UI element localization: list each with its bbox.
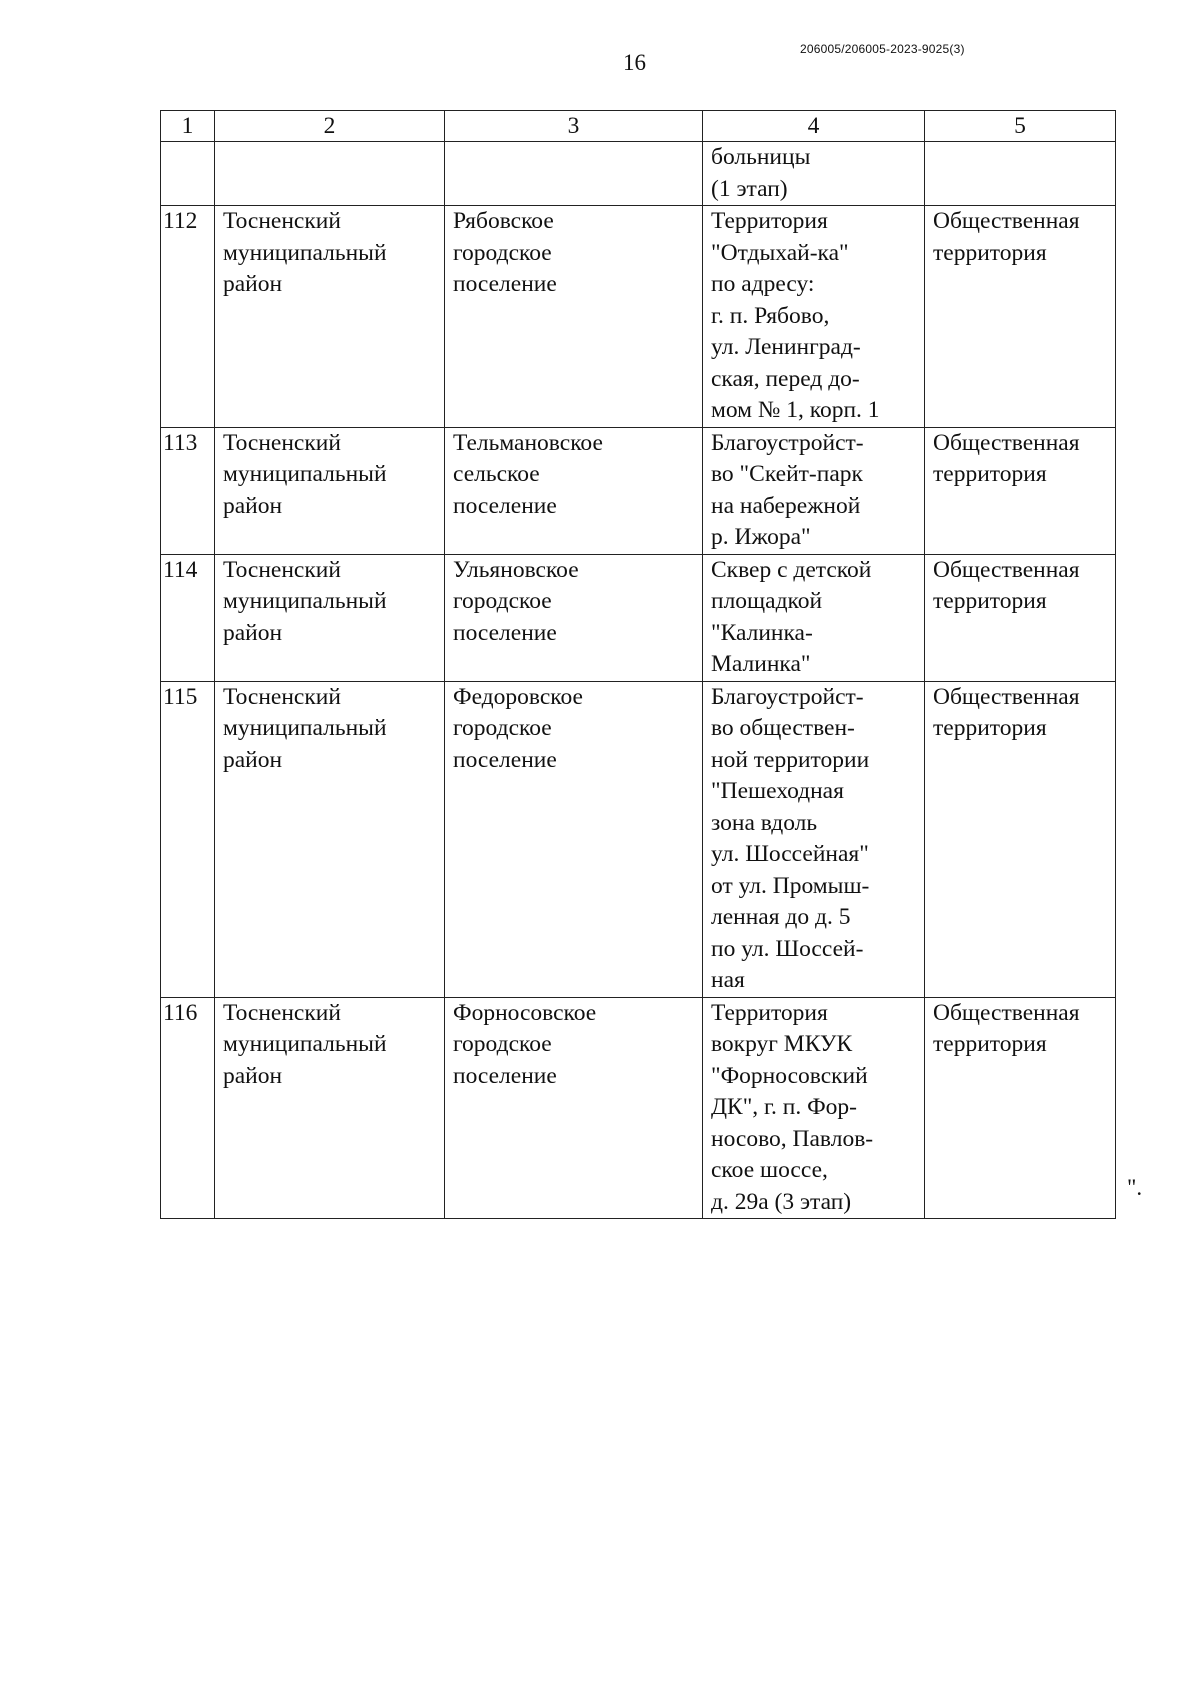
table-row [161,554,1116,681]
type-cell: Общественная территория [925,997,1116,1219]
type-cell: Общественная территория [925,206,1116,428]
column-header: 1 [161,111,215,142]
type-cell [925,142,1116,206]
type-cell: Общественная территория [925,427,1116,554]
table-row [161,427,1116,554]
district-cell: Тосненский муниципальный район [215,206,445,428]
column-header: 5 [925,111,1116,142]
district-cell: Тосненский муниципальный район [215,681,445,997]
table-row [161,681,1116,997]
table-row [161,142,1116,206]
object-cell: Благоустройст- во "Скейт-парк на набережной р. Ижора" [703,427,925,554]
settlement-cell: Федоровское городское поселение [445,681,703,997]
settlement-cell [445,142,703,206]
column-header: 2 [215,111,445,142]
object-cell: Территория вокруг МКУК "Форносовский ДК", г. п. Фор- носово, Павлов- ское шоссе, д. 29а (3 этап) [703,997,925,1219]
column-header: 3 [445,111,703,142]
district-cell: Тосненский муниципальный район [215,997,445,1219]
row-number: 114 [161,554,215,681]
row-number: 115 [161,681,215,997]
row-number: 116 [161,997,215,1219]
settlement-cell: Ульяновское городское поселение [445,554,703,681]
row-number: 112 [161,206,215,428]
district-cell [215,142,445,206]
page-number: 16 [623,50,646,75]
table-row [161,997,1116,1219]
table-row [161,206,1116,428]
object-cell: Сквер с детской площадкой "Калинка- Малинка" [703,554,925,681]
territories-table [160,110,1116,1219]
object-cell: больницы (1 этап) [703,142,925,206]
settlement-cell: Форносовское городское поселение [445,997,703,1219]
settlement-cell: Рябовское городское поселение [445,206,703,428]
type-cell: Общественная территория [925,554,1116,681]
column-header: 4 [703,111,925,142]
row-number: 113 [161,427,215,554]
district-cell: Тосненский муниципальный район [215,427,445,554]
type-cell: Общественная территория [925,681,1116,997]
closing-quote-mark: ". [1127,1175,1143,1200]
settlement-cell: Тельмановское сельское поселение [445,427,703,554]
document-id: 206005/206005-2023-9025(3) [800,42,965,56]
object-cell: Благоустройст- во обществен- ной территории "Пешеходная зона вдоль ул. Шоссейная" от ул. Промыш- ленная до д. 5 по ул. Шоссей- ная [703,681,925,997]
row-number [161,142,215,206]
table-header-row [161,111,1116,142]
object-cell: Территория "Отдыхай-ка" по адресу: г. п. Рябово, ул. Ленинград- ская, перед до- мом № 1, корп. 1 [703,206,925,428]
district-cell: Тосненский муниципальный район [215,554,445,681]
